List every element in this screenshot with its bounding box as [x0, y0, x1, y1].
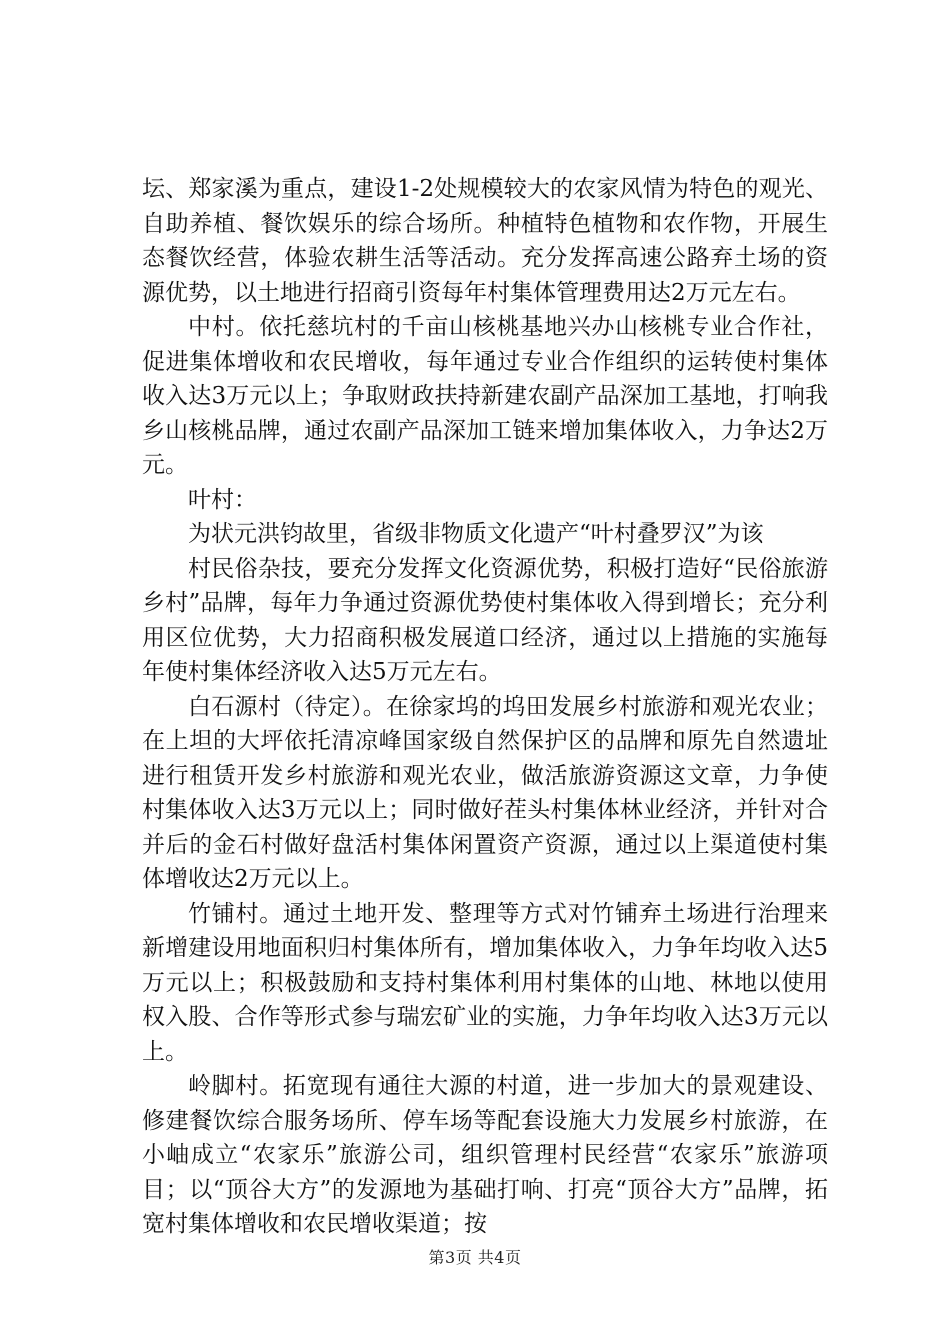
page-footer: 第3页 共4页 — [428, 1248, 522, 1267]
paragraph-yecun-body: 村民俗杂技，要充分发挥文化资源优势，积极打造好“民俗旅游乡村”品牌，每年力争通过资源优势使村集体收入得到增长；充分利用区位优势，大力招商积极发展道口经济，通过以上措施的实施每年使村集体经济收入达5万元左右。 — [142, 555, 828, 685]
paragraph-yecun-heading: 叶村： — [188, 486, 257, 513]
paragraph-lingjiao: 岭脚村。拓宽现有通往大源的村道，进一步加大的景观建设、修建餐饮综合服务场所、停车场等配套设施大力发展乡村旅游，在小岫成立“农家乐”旅游公司，组织管理村民经营“农家乐”旅游项目；以“顶谷大方”的发源地为基础打响、打亮“顶谷大方”品牌，拓宽村集体增收和农民增收渠道；按 — [142, 1073, 828, 1237]
paragraph-baishiyuan: 白石源村（待定）。在徐家坞的坞田发展乡村旅游和观光农业；在上坦的大坪依托清凉峰国家级自然保护区的品牌和原先自然遗址进行租赁开发乡村旅游和观光农业，做活旅游资源这文章，力争使村集体收入达3万元以上；同时做好茬头村集体林业经济，并针对合并后的金石村做好盘活村集体闲置资产资源，通过以上渠道使村集体增收达2万元以上。 — [142, 693, 828, 892]
body-text — [142, 172, 828, 1242]
paragraph-continuation: 坛、郑家溪为重点，建设1-2处规模较大的农家风情为特色的观光、自助养植、餐饮娱乐的综合场所。种植特色植物和农作物，开展生态餐饮经营，体验农耕生活等活动。充分发挥高速公路弃土场的资源优势，以土地进行招商引资每年村集体管理费用达2万元左右。 — [142, 176, 828, 306]
paragraph-yecun-intro: 为状元洪钧故里，省级非物质文化遗产“叶村叠罗汉”为该 — [188, 521, 764, 547]
paragraph-zhupu: 竹铺村。通过土地开发、整理等方式对竹铺弃土场进行治理来新增建设用地面积归村集体所有，增加集体收入，力争年均收入达5万元以上；积极鼓励和支持村集体利用村集体的山地、林地以使用权入股、合作等形式参与瑞宏矿业的实施，力争年均收入达3万元以上。 — [142, 900, 828, 1065]
paragraph-zhongcun: 中村。依托慈坑村的千亩山核桃基地兴办山核桃专业合作社，促进集体增收和农民增收，每年通过专业合作组织的运转使村集体收入达3万元以上；争取财政扶持新建农副产品深加工基地，打响我乡山核桃品牌，通过农副产品深加工链来增加集体收入，力争达2万元。 — [142, 314, 828, 478]
